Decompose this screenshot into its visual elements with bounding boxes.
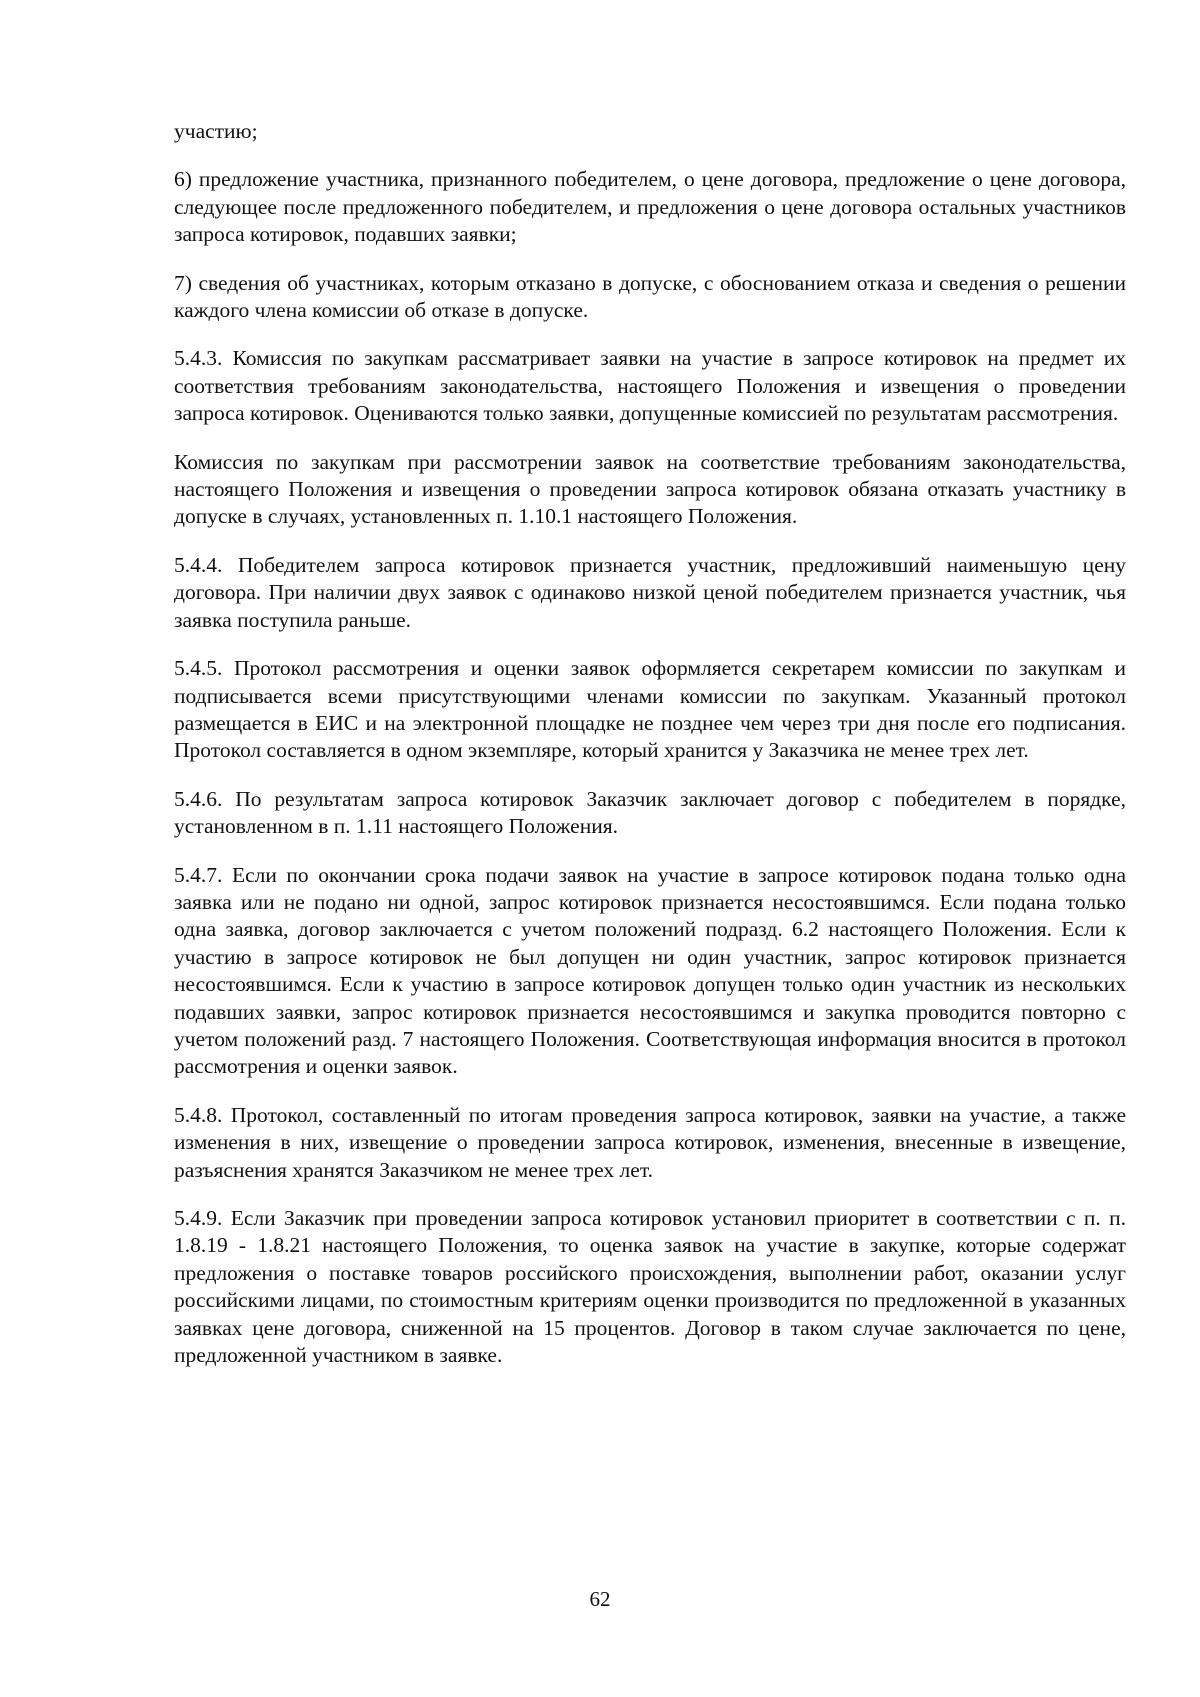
- paragraph-5-4-3-continued: Комиссия по закупкам при рассмотрении заявок на соответствие требованиям законодательства, настоящего Положения и извещения о проведении запроса котировок обязана отказать участнику в допуске в случаях, установленных п. 1.10.1 настоящего Положения.: [174, 449, 1126, 529]
- paragraph-item-7: 7) сведения об участниках, которым отказано в допуске, с обоснованием отказа и сведения о решении каждого члена комиссии об отказе в допуске.: [174, 270, 1126, 323]
- document-body: [174, 118, 1126, 1390]
- paragraph-5-4-7: 5.4.7. Если по окончании срока подачи заявок на участие в запросе котировок подана только одна заявка или не подано ни одной, запрос котировок признается несостоявшимся. Если подана только одна заявка, договор заключается с учетом положений подразд. 6.2 настоящего Положения. Если к участию в запросе котировок не был допущен ни один участник, запрос котировок признается несостоявшимся. Если к участию в запросе котировок допущен только один участник из нескольких подавших заявки, запрос котировок признается несостоявшимся и закупка проводится повторно с учетом положений разд. 7 настоящего Положения. Соответствующая информация вносится в протокол рассмотрения и оценки заявок.: [174, 862, 1126, 1079]
- paragraph-continuation: участию;: [174, 119, 258, 143]
- paragraph-item-6: 6) предложение участника, признанного победителем, о цене договора, предложение о цене договора, следующее после предложенного победителем, и предложения о цене договора остальных участников запроса котировок, подавших заявки;: [174, 167, 1126, 247]
- page-number: 62: [589, 1587, 611, 1611]
- paragraph-5-4-5: 5.4.5. Протокол рассмотрения и оценки заявок оформляется секретарем комиссии по закупкам и подписывается всеми присутствующими членами комиссии по закупкам. Указанный протокол размещается в ЕИС и на электронной площадке не позднее чем через три дня после его подписания. Протокол составляется в одном экземпляре, который хранится у Заказчика не менее трех лет.: [174, 656, 1126, 763]
- paragraph-5-4-3: 5.4.3. Комиссия по закупкам рассматривает заявки на участие в запросе котировок на предмет их соответствия требованиям законодательства, настоящего Положения и извещения о проведении запроса котировок. Оцениваются только заявки, допущенные комиссией по результатам рассмотрения.: [174, 346, 1126, 426]
- paragraph-5-4-8: 5.4.8. Протокол, составленный по итогам проведения запроса котировок, заявки на участие, а также изменения в них, извещение о проведении запроса котировок, изменения, внесенные в извещение, разъяснения хранятся Заказчиком не менее трех лет.: [174, 1102, 1126, 1182]
- paragraph-5-4-4: 5.4.4. Победителем запроса котировок признается участник, предложивший наименьшую цену договора. При наличии двух заявок с одинаково низкой ценой победителем признается участник, чья заявка поступила раньше.: [174, 552, 1126, 632]
- paragraph-5-4-6: 5.4.6. По результатам запроса котировок Заказчик заключает договор с победителем в порядке, установленном в п. 1.11 настоящего Положения.: [174, 786, 1126, 839]
- paragraph-5-4-9: 5.4.9. Если Заказчик при проведении запроса котировок установил приоритет в соответствии с п. п. 1.8.19 - 1.8.21 настоящего Положения, то оценка заявок на участие в закупке, которые содержат предложения о поставке товаров российского происхождения, выполнении работ, оказании услуг российскими лицами, по стоимостным критериям оценки производится по предложенной в указанных заявках цене договора, сниженной на 15 процентов. Договор в таком случае заключается по цене, предложенной участником в заявке.: [174, 1206, 1126, 1368]
